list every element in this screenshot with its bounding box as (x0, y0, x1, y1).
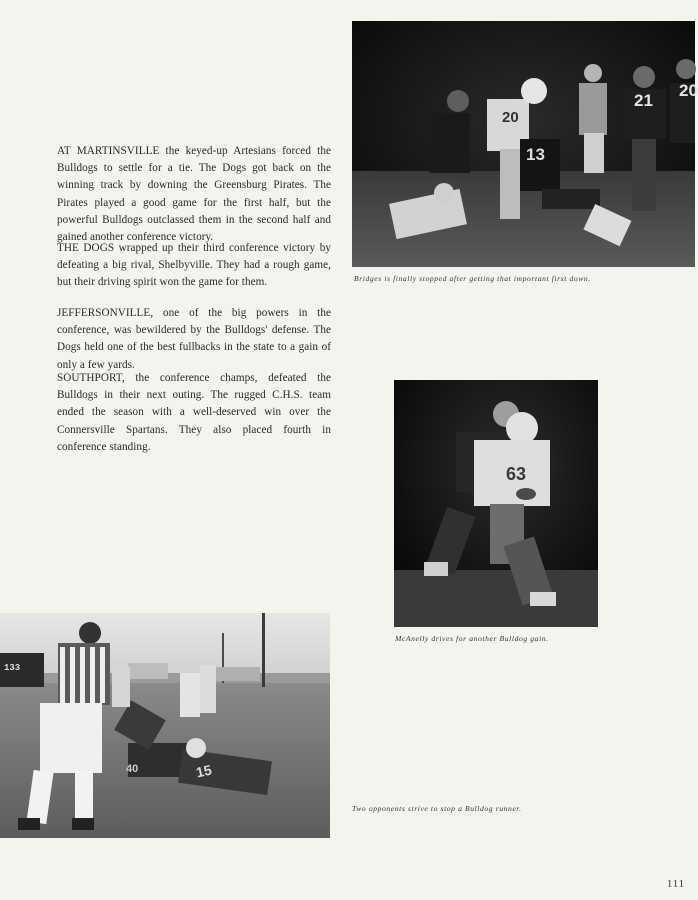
caption-bridges: Bridges is finally stopped after getting that important first down. (354, 274, 591, 283)
scoreboard-text: 133 (4, 663, 21, 673)
jersey-number: 15 (194, 761, 214, 781)
caption-two-opponents: Two opponents strive to stop a Bulldog runner. (352, 804, 522, 813)
caption-mcanelly: McAnelly drives for another Bulldog gain. (395, 634, 549, 643)
photo-bridges-stopped (352, 21, 698, 267)
photo-two-opponents (0, 613, 330, 838)
photo-mcanelly-drives (394, 380, 598, 627)
jersey-number: 21 (634, 91, 653, 110)
jersey-number: 20 (502, 109, 519, 126)
jersey-number: 13 (526, 145, 545, 164)
paragraph-southport: SOUTHPORT, the conference champs, defeated the Bulldogs in their next outing. The rugged C.H.S. team ended the season with a well-deserved win over the Connersville Spartans. They also placed fourth in conference standing. (57, 372, 331, 453)
jersey-number: 20 (679, 81, 698, 100)
jersey-number: 40 (126, 763, 139, 775)
paragraph-the-dogs: THE DOGS wrapped up their third conference victory by defeating a big rival, Shelbyville. They had a rough game, but their driving spirit won the game for them. (57, 242, 331, 289)
page-number: 111 (667, 879, 685, 890)
jersey-number: 63 (506, 464, 527, 484)
paragraph-martinsville: AT MARTINSVILLE the keyed-up Artesians forced the Bulldogs to settle for a tie. The Dogs got back on the winning track by downing the Greensburg Pirates. The Pirates played a good game for the first half, but the powerful Bulldogs outclassed them in the second half and gained another conference victory. (57, 145, 331, 244)
paragraph-jeffersonville: JEFFERSONVILLE, one of the big powers in the conference, was bewildered by the Bulldogs' defense. The Dogs held one of the best fullbacks in the state to a gain of only a few yards. (57, 307, 331, 371)
